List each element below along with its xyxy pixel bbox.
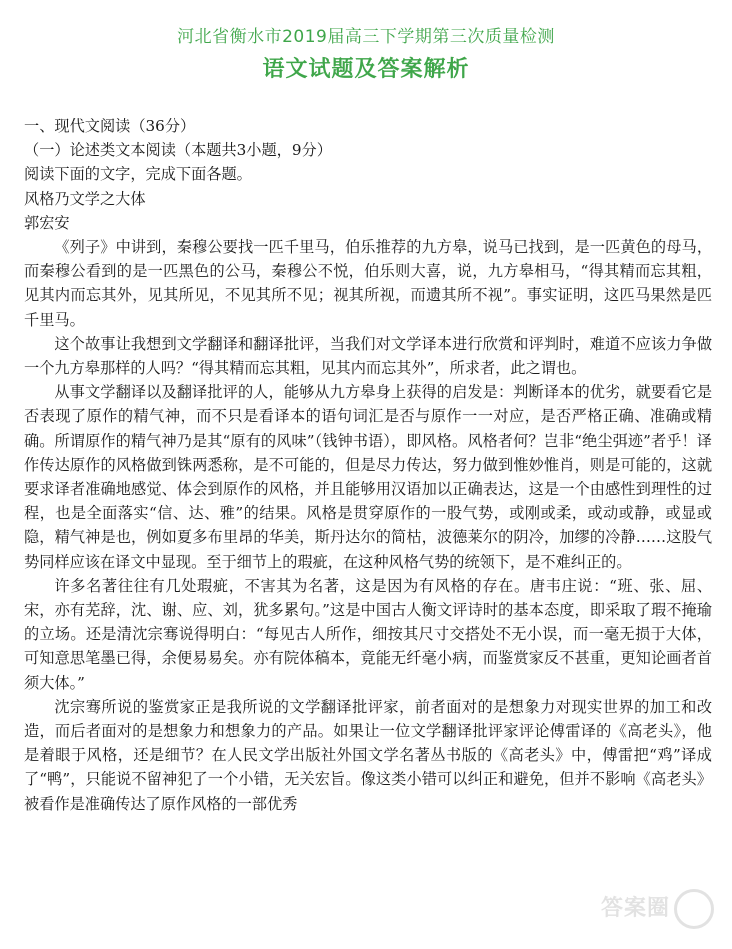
article-author: 郭宏安 [24, 213, 70, 232]
paragraph-3: 从事文学翻译以及翻译批评的人，能够从九方皋身上获得的启发是：判断译本的优劣，就要看它是否表现了原作的精气神，而不只是看译本的语句词汇是否与原作一一对应，是否严格正确、准确或精确。所谓原作的精气神乃是其“原有的风味”（钱钟书语），即风格。风格者何？岂非“绝尘弭迹”者乎！译作传达原作的风格做到铢两悉称，是不可能的，但是尽力传达，努力做到惟妙惟肖，则是可能的，这就要求译者准确地感觉、体会到原作的风格，并且能够用汉语加以正确表达，这是一个由感性到理性的过程，也是全面落实“信、达、雅”的结果。风格是贯穿原作的一股气势，或刚或柔，或动或静，或显或隐，精气神是也，例如夏多布里昂的华美，斯丹达尔的简枯，波德莱尔的阴冷，加缪的冷静……这股气势同样应该在译文中显现。至于细节上的瑕疵，在这种风格气势的统领下，是不难纠正的。 [24, 383, 712, 571]
paragraph-2: 这个故事让我想到文学翻译和翻译批评，当我们对文学译本进行欣赏和评判时，难道不应该力争做一个九方皋那样的人吗？“得其精而忘其粗，见其内而忘其外”，所求者，此之谓也。 [24, 334, 712, 378]
paragraph-1: 《列子》中讲到，秦穆公要找一匹千里马，伯乐推荐的九方皋，说马已找到，是一匹黄色的母马，而秦穆公看到的是一匹黑色的公马，秦穆公不悦，伯乐则大喜，说，九方皋相马，“得其精而忘其粗，见其内而忘其外，见其所见，不见其所不见；视其所视，而遗其所不视”。事实证明，这匹马果然是匹千里马。 [24, 238, 712, 329]
document-body [24, 114, 712, 816]
paragraph-4: 许多名著往往有几处瑕疵，不害其为名著，这是因为有风格的存在。唐韦庄说：“班、张、屈、宋，亦有芜辞，沈、谢、应、刘，犹多累句。”这是中国古人衡文评诗时的基本态度，即采取了瑕不掩瑜的立场。还是清沈宗骞说得明白：“每见古人所作，细按其尺寸交搭处不无小误，而一毫无损于大体，可知意思笔墨已得，余便易易矣。亦有院体稿本，竟能无纤毫小病，而鉴赏家反不甚重，更知论画者首须大体。” [24, 576, 712, 692]
section-heading: 一、现代文阅读（36分） [24, 117, 196, 135]
watermark-text: 答案圈 [600, 896, 670, 921]
article-title: 风格乃文学之大体 [24, 189, 146, 208]
section-subheading: （一）论述类文本阅读（本题共3小题，9分） [24, 141, 332, 160]
document-subtitle: 河北省衡水市2019届高三下学期第三次质量检测 [177, 27, 555, 47]
paragraph-5: 沈宗骞所说的鉴赏家正是我所说的文学翻译批评家，前者面对的是想象力对现实世界的加工和改造，而后者面对的是想象力和想象力的产品。如果让一位文学翻译批评家评论傅雷译的《高老头》，他是着眼于风格，还是细节？在人民文学出版社外国文学名著丛书版的《高老头》中，傅雷把“鸡”译成了“鸭”，只能说不留神犯了一个小错，无关宏旨。像这类小错可以纠正和避免，但并不影响《高老头》被看作是准确传达了原作风格的一部优秀 [24, 697, 712, 813]
watermark [601, 889, 714, 929]
document-title: 语文试题及答案解析 [262, 57, 470, 82]
watermark-logo-icon [674, 889, 714, 929]
instruction-text: 阅读下面的文字，完成下面各题。 [24, 165, 252, 184]
